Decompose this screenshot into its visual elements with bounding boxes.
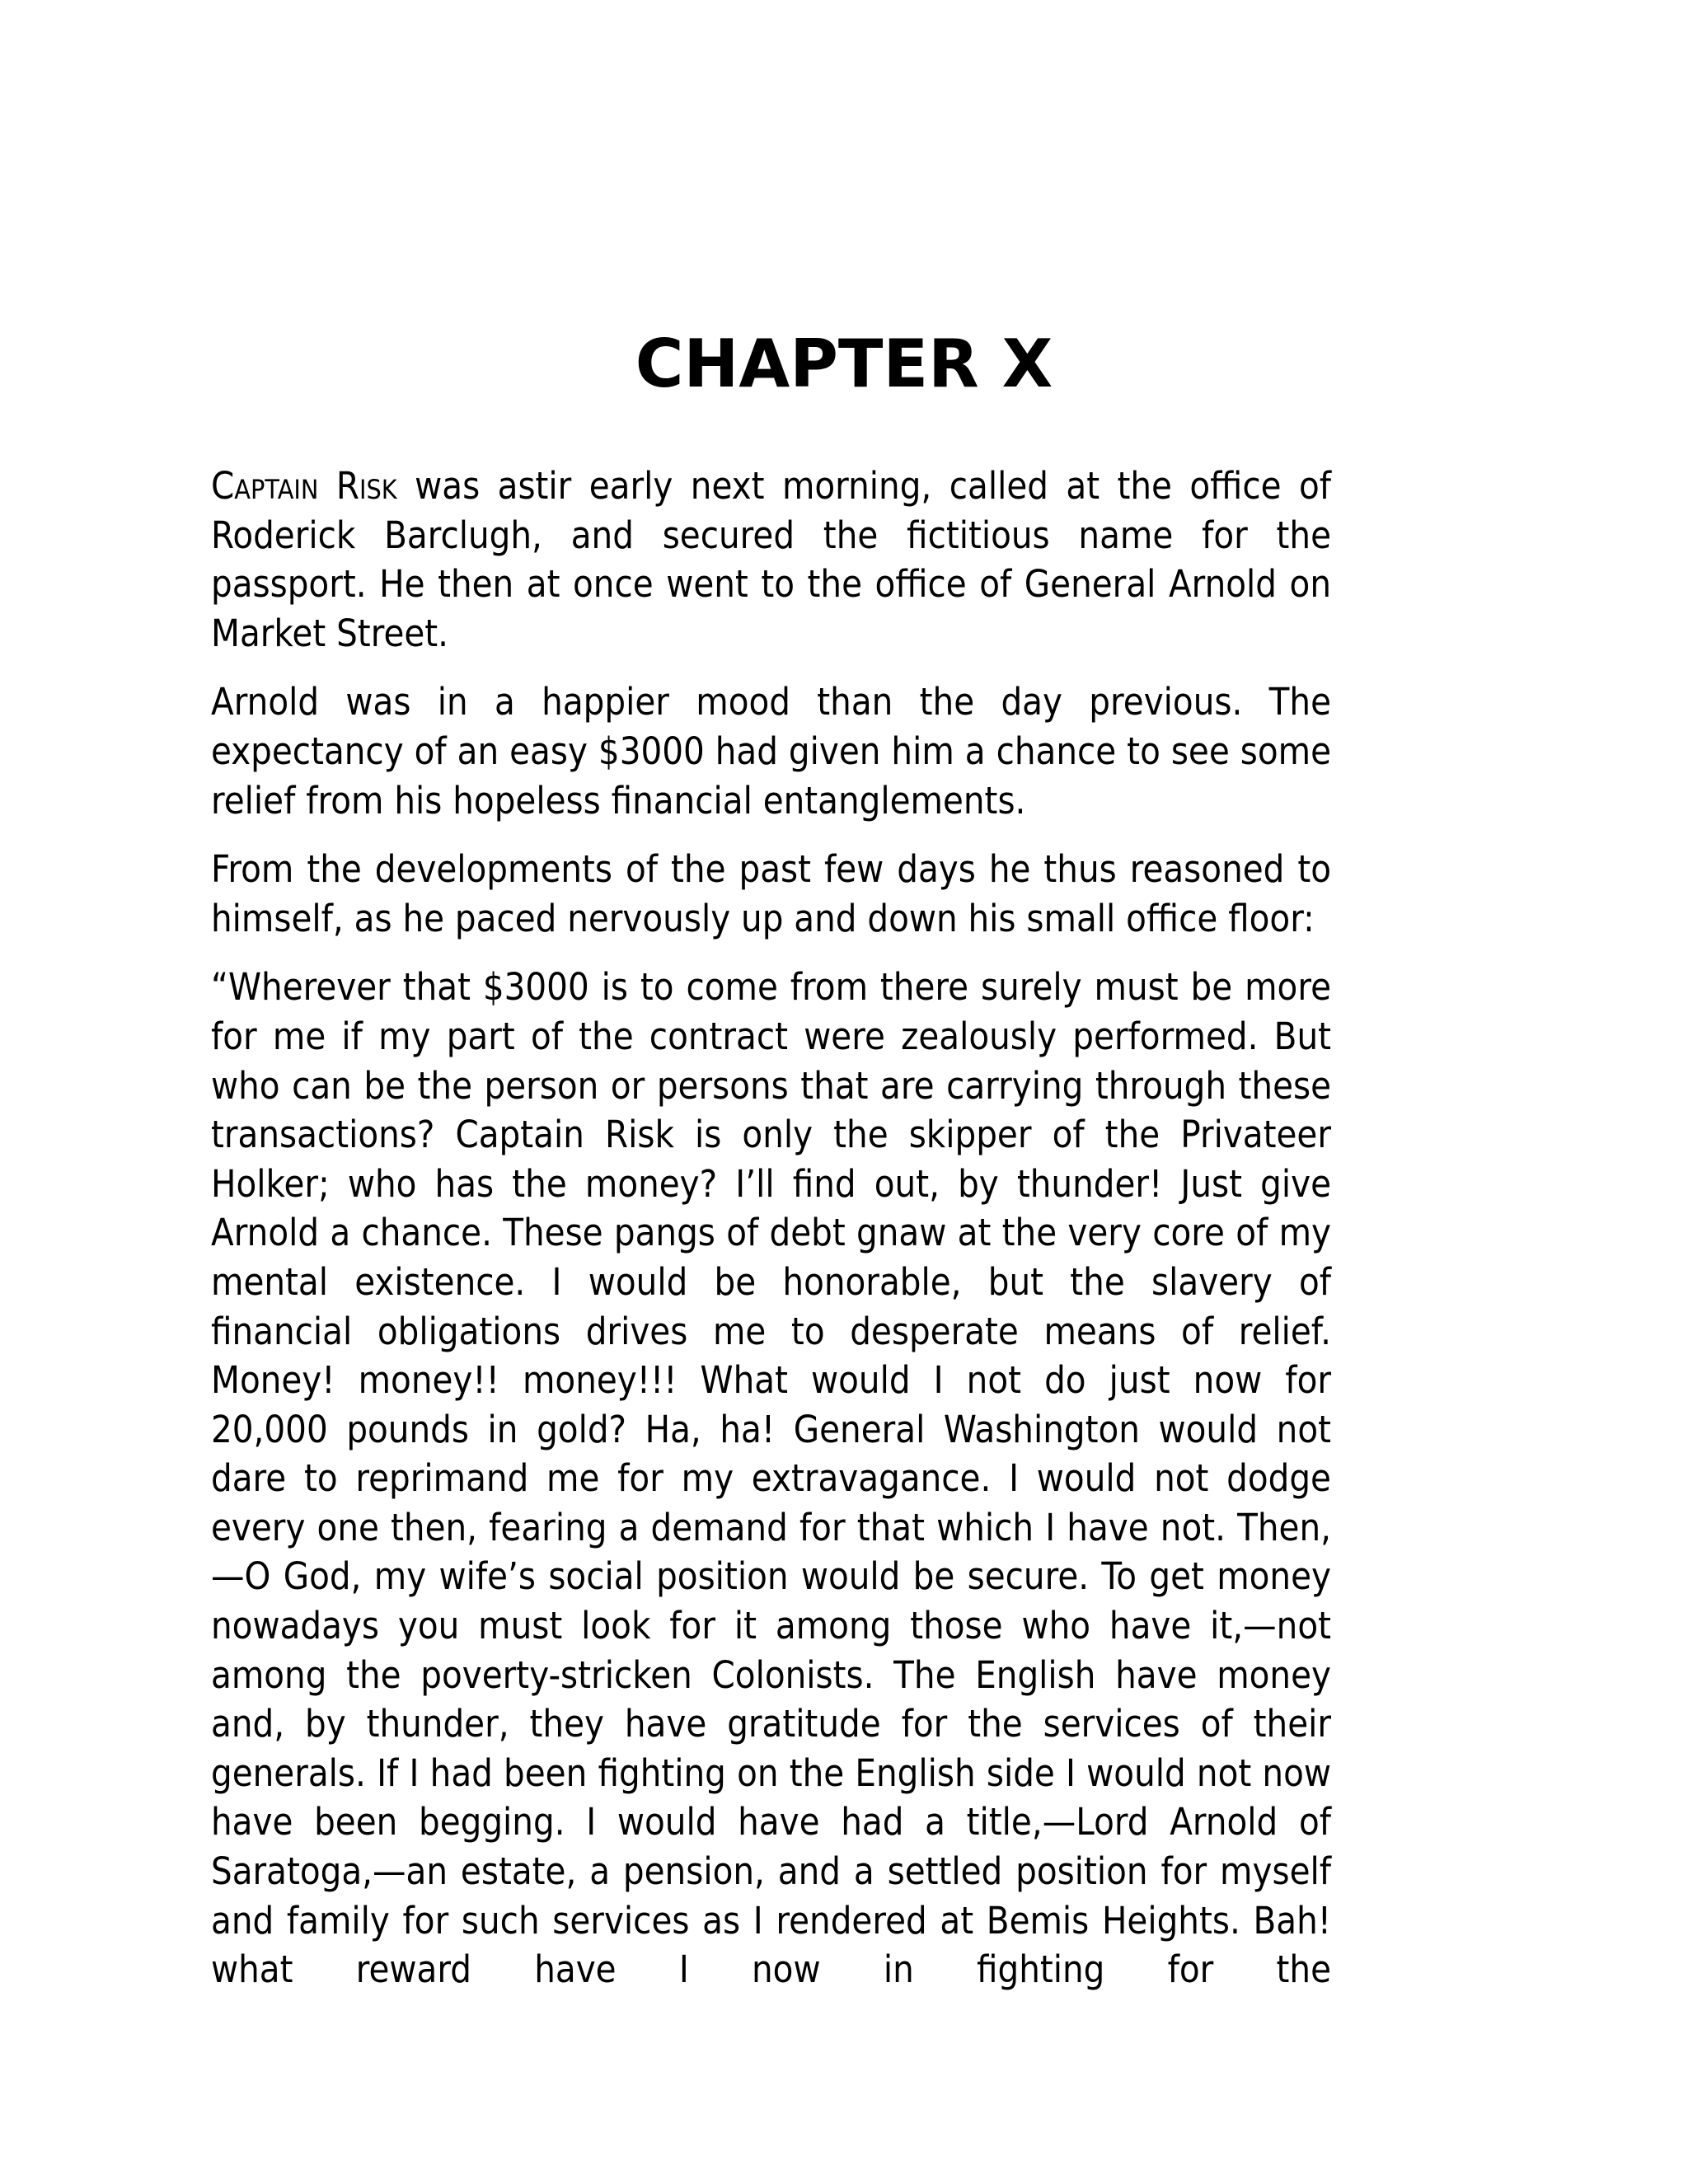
text-line: existence. I would be honorable, but the slavery of financial	[211, 1259, 1331, 1353]
text-line: Colonists. The English have money and, by thunder, they have	[211, 1652, 1331, 1746]
text-line: settled position for myself and family for such services as I rendered	[211, 1849, 1331, 1943]
text-line: relief from his hopeless financial entanglements.	[211, 778, 1026, 823]
text-line: Street.	[336, 611, 449, 655]
paragraph-3	[211, 845, 1331, 943]
paragraph-1	[211, 462, 1331, 658]
text-line: transactions? Captain Risk is only the skipper of the Privateer Holker;	[211, 1113, 1331, 1206]
text-line: the English side I would not now have been begging. I would have	[211, 1750, 1332, 1844]
text-line: extravagance. I would not dodge every one then, fearing a demand	[211, 1456, 1331, 1549]
text-line: expectancy of an easy $3000 had given him a chance to see some	[211, 729, 1331, 773]
text-line: gratitude for the services of their generals. If I had been fighting on	[211, 1702, 1332, 1795]
text-line: From the developments of the past few days he thus reasoned to	[211, 847, 1331, 892]
text-line: chance. These pangs of debt gnaw at the very core of my mental	[211, 1211, 1331, 1304]
text-line: Roderick Barclugh, and secured the fictitious name for the passport.	[211, 513, 1331, 607]
text-line: who has the money? I’ll find out, by thunder! Just give Arnold a	[211, 1161, 1331, 1255]
lead-word-risk: Risk	[335, 464, 397, 508]
paragraph-4	[211, 963, 1331, 1994]
text-line: obligations drives me to desperate means of relief. Money! money!!	[211, 1309, 1332, 1403]
chapter-title: CHAPTER X	[635, 326, 1053, 402]
lead-word-captain: Captain	[211, 464, 319, 508]
text-line: for that which I have not. Then,—O God, my wife’s social position	[211, 1505, 1331, 1599]
text-line: He then at once went to the office of General Arnold on Market	[211, 562, 1331, 655]
text-line: would be secure. To get money nowadays you must look for it	[211, 1554, 1331, 1648]
text-line: “Wherever that $3000 is to come from there surely must be more for	[211, 965, 1331, 1058]
text-line: me if my part of the contract were zealously performed. But who can	[211, 1014, 1331, 1108]
text-line: had a title,—Lord Arnold of Saratoga,—an estate, a pension, and a	[211, 1800, 1332, 1894]
text-line: was astir early next morning, called at the office of	[415, 464, 1331, 508]
text-line: be the person or persons that are carrying through these	[363, 1063, 1331, 1108]
text-line: Ha, ha! General Washington would not dare to reprimand me for my	[211, 1407, 1331, 1501]
text-line: money!!! What would I not do just now for 20,000 pounds in gold?	[211, 1358, 1331, 1451]
chapter-body	[211, 462, 1331, 2014]
text-line: among those who have it,—not among the poverty-stricken	[211, 1604, 1331, 1697]
paragraph-2	[211, 677, 1331, 825]
text-line: Arnold was in a happier mood than the day previous. The	[211, 680, 1331, 724]
text-line: at Bemis Heights. Bah! what reward have I now in fighting for the	[211, 1898, 1331, 1992]
text-line: himself, as he paced nervously up and down his small office floor:	[211, 896, 1315, 940]
